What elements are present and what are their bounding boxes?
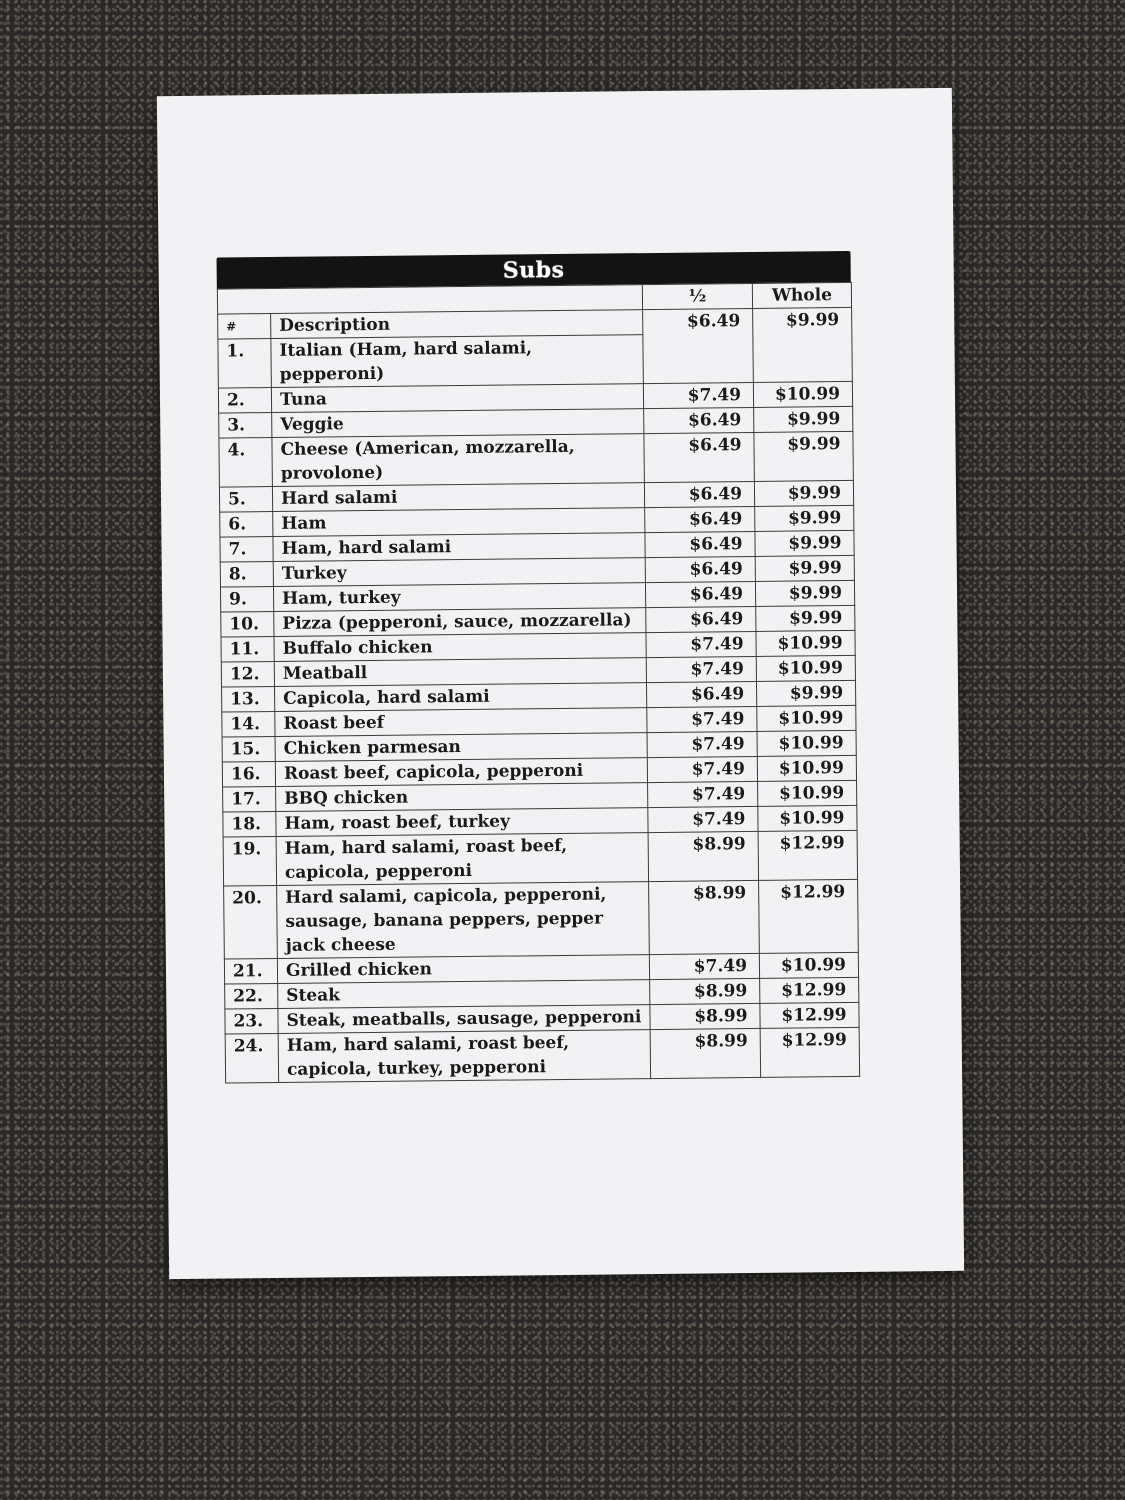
item-description: Roast beef (275, 708, 647, 737)
item-description: Steak (278, 980, 650, 1009)
half-price-cell: $7.49 (647, 706, 757, 732)
item-number: 3. (219, 413, 272, 439)
half-price-cell: $6.49 (645, 556, 755, 582)
item-description: Cheese (American, mozzarella, provolone) (272, 434, 644, 487)
whole-price-cell: $10.99 (756, 630, 855, 656)
whole-price-cell: $9.99 (755, 555, 854, 581)
item-number: 11. (221, 636, 274, 662)
item-description: Ham, roast beef, turkey (276, 808, 648, 837)
half-price-cell: $7.49 (646, 631, 756, 657)
half-price-cell: $6.49 (644, 432, 755, 482)
whole-price-cell: $10.99 (757, 730, 856, 756)
menu-item-row (224, 879, 859, 959)
whole-column-header: Whole (752, 282, 851, 308)
half-price-cell: $6.49 (644, 407, 754, 433)
menu-item-row (219, 431, 853, 487)
item-number: 6. (220, 512, 273, 538)
half-price-cell: $8.99 (650, 978, 760, 1004)
whole-price-cell: $9.99 (754, 406, 853, 432)
whole-price-cell: $10.99 (757, 755, 856, 781)
subs-menu (217, 251, 860, 1084)
item-number: 15. (222, 736, 275, 762)
half-price-cell: $6.49 (645, 581, 755, 607)
item-description: Ham, hard salami (273, 533, 645, 562)
item-description: Pizza (pepperoni, sauce, mozzarella) (274, 608, 646, 637)
half-column-header: ½ (642, 283, 752, 309)
half-price-cell: $6.49 (646, 606, 756, 632)
item-number: 21. (224, 958, 277, 984)
item-description: Ham (273, 508, 645, 537)
whole-price-cell: $10.99 (756, 655, 855, 681)
whole-price-cell: $10.99 (758, 780, 857, 806)
whole-price-cell: $9.99 (756, 605, 855, 631)
half-price-cell: $6.49 (644, 481, 754, 507)
whole-price-cell: $9.99 (755, 530, 854, 556)
item-number: 5. (219, 487, 272, 513)
item-description: Ham, hard salami, roast beef, capicola, turkey, pepperoni (278, 1030, 650, 1083)
item-number: 16. (222, 761, 275, 787)
whole-price-cell: $12.99 (760, 977, 859, 1003)
item-description: Italian (Ham, hard salami, pepperoni) (271, 335, 643, 388)
item-number: 18. (223, 811, 276, 837)
whole-price-cell: $12.99 (760, 1027, 860, 1077)
half-price-cell: $8.99 (650, 1028, 761, 1078)
item-description: Steak, meatballs, sausage, pepperoni (278, 1005, 650, 1034)
item-description: BBQ chicken (276, 783, 648, 812)
half-price-cell: $8.99 (649, 880, 760, 954)
number-column-header: # (218, 314, 271, 340)
item-number: 22. (225, 983, 278, 1009)
item-description: Chicken parmesan (275, 733, 647, 762)
item-number: 17. (223, 786, 276, 812)
half-price-cell: $7.49 (649, 953, 759, 979)
item-number: 1. (218, 339, 272, 389)
whole-price-cell: $10.99 (759, 952, 858, 978)
half-price-cell: $6.49 (643, 308, 754, 383)
item-description: Tuna (271, 384, 643, 413)
half-price-cell: $6.49 (645, 506, 755, 532)
item-number: 23. (225, 1008, 278, 1034)
item-number: 8. (220, 562, 273, 588)
description-column-header: Description (271, 310, 643, 339)
item-number: 9. (220, 587, 273, 613)
item-description: Ham, turkey (273, 583, 645, 612)
subs-price-table (217, 282, 860, 1084)
whole-price-cell: $9.99 (753, 307, 853, 382)
item-description: Hard salami (272, 483, 644, 512)
whole-price-cell: $12.99 (760, 1002, 859, 1028)
whole-price-cell: $10.99 (758, 805, 857, 831)
whole-price-cell: $12.99 (759, 879, 859, 953)
item-number: 20. (224, 885, 278, 959)
menu-item-row (225, 1027, 859, 1083)
whole-price-cell: $10.99 (757, 705, 856, 731)
item-number: 12. (221, 661, 274, 687)
menu-title: Subs (502, 256, 565, 284)
item-number: 4. (219, 438, 273, 488)
half-price-cell: $7.49 (648, 781, 758, 807)
item-number: 13. (222, 686, 275, 712)
item-number: 14. (222, 711, 275, 737)
whole-price-cell: $9.99 (756, 680, 855, 706)
half-price-cell: $7.49 (643, 382, 753, 408)
menu-sheet (157, 88, 964, 1279)
whole-price-cell: $12.99 (758, 830, 858, 880)
item-description: Hard salami, capicola, pepperoni, sausage, banana peppers, pepper jack cheese (277, 882, 650, 959)
half-price-cell: $7.49 (648, 806, 758, 832)
half-price-cell: $8.99 (648, 831, 759, 881)
whole-price-cell: $9.99 (755, 505, 854, 531)
item-number: 2. (218, 388, 271, 414)
half-price-cell: $7.49 (646, 656, 756, 682)
item-number: 19. (223, 836, 277, 886)
half-price-cell: $7.49 (647, 731, 757, 757)
whole-price-cell: $10.99 (753, 381, 852, 407)
item-number: 7. (220, 537, 273, 563)
whole-price-cell: $9.99 (755, 580, 854, 606)
item-description: Buffalo chicken (274, 633, 646, 662)
item-description: Ham, hard salami, roast beef, capicola, pepperoni (276, 833, 648, 886)
half-price-cell: $7.49 (647, 756, 757, 782)
menu-item-row (223, 830, 857, 886)
whole-price-cell: $9.99 (754, 431, 854, 481)
item-number: 24. (225, 1033, 279, 1083)
half-price-cell: $6.49 (645, 531, 755, 557)
half-price-cell: $6.49 (646, 681, 756, 707)
half-price-cell: $8.99 (650, 1003, 760, 1029)
item-description: Turkey (273, 558, 645, 587)
item-number: 10. (221, 611, 274, 637)
item-description: Veggie (272, 409, 644, 438)
whole-price-cell: $9.99 (754, 480, 853, 506)
item-description: Meatball (274, 658, 646, 687)
item-description: Roast beef, capicola, pepperoni (275, 758, 647, 787)
item-description: Grilled chicken (277, 955, 649, 984)
header-row-columns (218, 307, 852, 339)
item-description: Capicola, hard salami (275, 683, 647, 712)
